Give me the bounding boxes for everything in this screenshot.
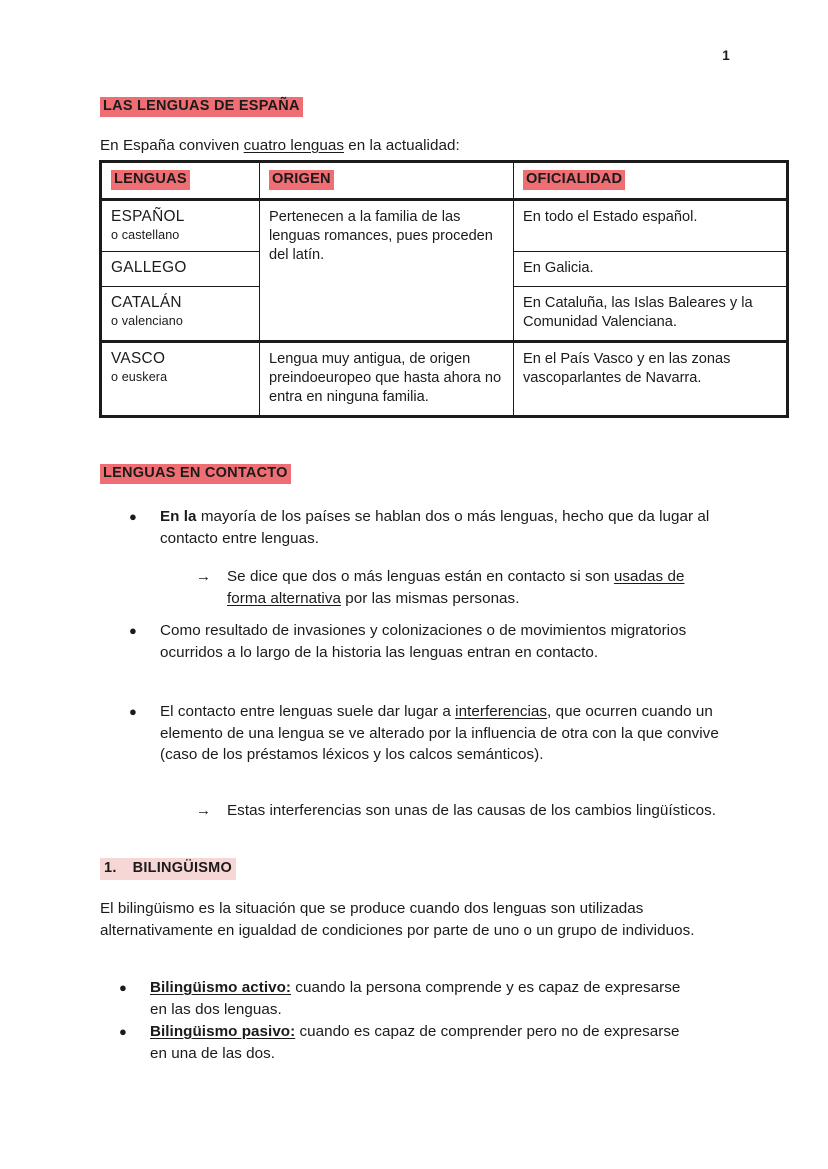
list-item — [119, 1021, 699, 1064]
list-item — [129, 506, 729, 549]
table-cell-origin-romance: Pertenecen a la familia de las lenguas romances, pues proceden del latín. — [260, 199, 514, 341]
sub-bullet-text: Estas interferencias son unas de las causas de los cambios lingüísticos. — [227, 802, 717, 819]
table-cell-officiality: En el País Vasco y en las zonas vascoparlantes de Navarra. — [514, 341, 788, 416]
heading-las-lenguas-de-espana: LAS LENGUAS DE ESPAÑA — [100, 97, 303, 117]
intro-text-after: en la actualidad: — [343, 137, 460, 154]
table-cell-language — [101, 199, 260, 251]
table-header-label-origen: ORIGEN — [269, 170, 334, 190]
table-header-label-oficialidad: OFICIALIDAD — [523, 170, 625, 190]
heading-number: 1. — [104, 860, 117, 876]
bullet-list-contact-3 — [129, 701, 729, 766]
sub-bullet-text-before: Se dice que dos o más lenguas están en contacto si son — [227, 568, 614, 585]
language-name: ESPAÑOL — [111, 207, 185, 225]
bullet-list-contact-1 — [129, 506, 729, 549]
intro-underlined-term: cuatro lenguas — [243, 137, 344, 154]
bilingualism-definition: El bilingüismo es la situación que se produce cuando dos lenguas son utilizadas alternativamente en igualdad de condiciones por parte de uno o un grupo de individuos. — [100, 900, 695, 939]
bullet-underlined-term: interferencias — [455, 703, 548, 720]
list-item — [196, 566, 724, 609]
sub-bullet-text-after: por las mismas personas. — [340, 589, 520, 607]
table-header-cell-origen — [260, 162, 514, 200]
heading-label: BILINGÜISMO — [132, 860, 233, 876]
table-header-label-lenguas: LENGUAS — [111, 170, 190, 190]
sub-bullet-contact-2 — [196, 800, 716, 822]
arrow-right-icon: → — [196, 568, 212, 585]
bullet-list-bilingualism — [119, 977, 699, 1064]
table-header-cell-lenguas — [101, 162, 260, 200]
bullet-dot-icon: ● — [129, 704, 137, 719]
bilingualism-term: Bilingüismo pasivo: — [150, 1023, 296, 1040]
bilingualism-description: cuando es capaz de comprender pero no de expresarse en una de las dos. — [150, 1023, 680, 1062]
table-row — [101, 341, 788, 416]
languages-table — [99, 160, 789, 418]
list-item — [119, 977, 699, 1020]
page-number: 1 — [722, 48, 730, 63]
language-alias: o valenciano — [111, 313, 183, 328]
intro-text-before: En España conviven — [100, 137, 244, 154]
language-alias: o castellano — [111, 227, 180, 242]
bullet-bold-lead: En la — [160, 508, 197, 525]
heading-bilinguismo — [100, 858, 236, 880]
arrow-right-icon: → — [196, 802, 212, 819]
bullet-dot-icon: ● — [129, 623, 137, 638]
table-cell-officiality: En Galicia. — [514, 251, 788, 286]
list-item — [129, 620, 711, 663]
bilingualism-description: cuando la persona comprende y es capaz de expresarse en las dos lenguas. — [150, 979, 681, 1018]
bullet-text-after: , que ocurren cuando un elemento de una lengua se ve alterado por la influencia de otra con la que convive (caso de los préstamos léxicos y los calcos semánticos). — [160, 703, 719, 763]
language-name: CATALÁN — [111, 293, 182, 311]
table-header-row — [101, 162, 788, 200]
bullet-dot-icon: ● — [119, 1024, 127, 1039]
bullet-dot-icon: ● — [129, 509, 137, 524]
bullet-dot-icon: ● — [119, 980, 127, 995]
language-name: GALLEGO — [111, 258, 187, 276]
table-cell-origin-vasco: Lengua muy antigua, de origen preindoeuropeo que hasta ahora no entra en ninguna familia. — [260, 341, 514, 416]
table-cell-officiality: En Cataluña, las Islas Baleares y la Comunidad Valenciana. — [514, 286, 788, 341]
sub-bullet-underlined-term: usadas de forma alternativa — [227, 568, 685, 607]
heading-lenguas-en-contacto: LENGUAS EN CONTACTO — [100, 464, 291, 484]
bullet-list-contact-2 — [129, 620, 711, 663]
bullet-text: Como resultado de invasiones y colonizaciones o de movimientos migratorios ocurridos a lo largo de la historia las lenguas entran en contacto. — [160, 622, 687, 661]
sub-bullet-contact-1 — [196, 566, 724, 609]
list-item — [129, 701, 729, 766]
table-cell-language — [101, 341, 260, 416]
bilingualism-term: Bilingüismo activo: — [150, 979, 292, 996]
language-name: VASCO — [111, 349, 166, 367]
table-cell-language — [101, 251, 260, 286]
list-item — [196, 800, 716, 822]
table-header-cell-oficialidad — [514, 162, 788, 200]
table-cell-officiality: En todo el Estado español. — [514, 199, 788, 251]
bullet-text: mayoría de los países se hablan dos o más lenguas, hecho que da lugar al contacto entre lenguas. — [160, 508, 710, 547]
bullet-text-before: El contacto entre lenguas suele dar lugar a — [160, 703, 456, 720]
table-row — [101, 199, 788, 251]
intro-paragraph — [100, 135, 740, 157]
table-cell-language — [101, 286, 260, 341]
language-alias: o euskera — [111, 369, 168, 384]
